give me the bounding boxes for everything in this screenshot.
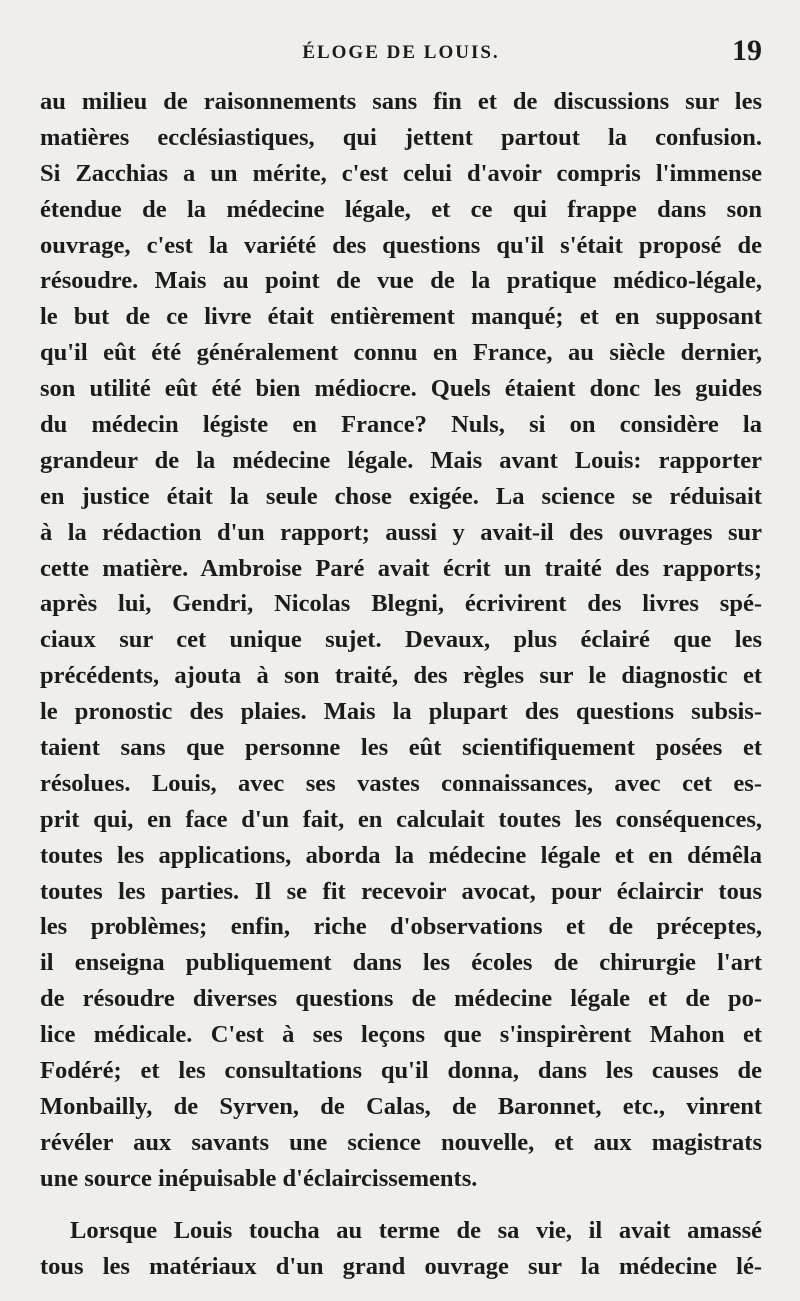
text-line: de résoudre diverses questions de médecine légale et de po- bbox=[40, 985, 762, 1013]
text-line: toutes les parties. Il se fit recevoir avocat, pour éclaircir tous bbox=[40, 877, 762, 905]
running-title: ÉLOGE DE LOUIS. bbox=[302, 42, 500, 63]
text-line: une source inépuisable d'éclaircissements. bbox=[40, 1164, 478, 1192]
text-line: résolues. Louis, avec ses vastes connaissances, avec cet es- bbox=[40, 769, 762, 797]
page-header bbox=[40, 34, 762, 78]
text-line: il enseigna publiquement dans les écoles de chirurgie l'art bbox=[40, 949, 762, 977]
text-line: qu'il eût été généralement connu en France, au siècle dernier, bbox=[40, 339, 762, 367]
text-line: prit qui, en face d'un fait, en calculait toutes les conséquences, bbox=[40, 805, 762, 833]
text-line: le pronostic des plaies. Mais la plupart des questions subsis- bbox=[40, 698, 762, 726]
text-line: le but de ce livre était entièrement manqué; et en supposant bbox=[40, 303, 762, 331]
page-number: 19 bbox=[732, 34, 762, 67]
text-line: précédents, ajouta à son traité, des règles sur le diagnostic et bbox=[40, 662, 762, 690]
text-line: ouvrage, c'est la variété des questions qu'il s'était proposé de bbox=[40, 231, 762, 259]
text-line: grandeur de la médecine légale. Mais avant Louis: rapporter bbox=[40, 446, 762, 474]
text-line: Monbailly, de Syrven, de Calas, de Baronnet, etc., vinrent bbox=[40, 1092, 762, 1120]
text-line: cette matière. Ambroise Paré avait écrit un traité des rapports; bbox=[40, 554, 762, 582]
paragraph-gap bbox=[40, 1197, 762, 1213]
body-text bbox=[40, 84, 762, 1284]
text-line: révéler aux savants une science nouvelle, et aux magistrats bbox=[40, 1128, 762, 1156]
text-line: lice médicale. C'est à ses leçons que s'inspirèrent Mahon et bbox=[40, 1021, 762, 1049]
text-line: à la rédaction d'un rapport; aussi y avait-il des ouvrages sur bbox=[40, 518, 762, 546]
text-line: après lui, Gendri, Nicolas Blegni, écrivirent des livres spé- bbox=[40, 590, 762, 618]
text-line: toutes les applications, aborda la médecine légale et en démêla bbox=[40, 841, 762, 869]
text-line: en justice était la seule chose exigée. La science se réduisait bbox=[40, 482, 762, 510]
text-line: au milieu de raisonnements sans fin et de discussions sur les bbox=[40, 88, 762, 115]
text-line: résoudre. Mais au point de vue de la pratique médico-légale, bbox=[40, 267, 762, 295]
paragraph-2 bbox=[40, 1213, 762, 1285]
text-line: du médecin légiste en France? Nuls, si on considère la bbox=[40, 411, 762, 439]
text-line: Si Zacchias a un mérite, c'est celui d'avoir compris l'immense bbox=[40, 159, 762, 187]
text-line: son utilité eût été bien médiocre. Quels étaient donc les guides bbox=[40, 375, 762, 403]
text-line: Lorsque Louis toucha au terme de sa vie, il avait amassé bbox=[70, 1216, 762, 1244]
text-line: Fodéré; et les consultations qu'il donna, dans les causes de bbox=[40, 1057, 762, 1085]
text-line: tous les matériaux d'un grand ouvrage sur la médecine lé- bbox=[40, 1252, 762, 1280]
text-line: les problèmes; enfin, riche d'observations et de préceptes, bbox=[40, 913, 762, 941]
text-line: matières ecclésiastiques, qui jettent partout la confusion. bbox=[40, 123, 762, 151]
text-line: étendue de la médecine légale, et ce qui frappe dans son bbox=[40, 195, 762, 223]
paragraph-1 bbox=[40, 84, 762, 1197]
text-line: taient sans que personne les eût scientifiquement posées et bbox=[40, 734, 762, 762]
text-line: ciaux sur cet unique sujet. Devaux, plus éclairé que les bbox=[40, 626, 762, 654]
